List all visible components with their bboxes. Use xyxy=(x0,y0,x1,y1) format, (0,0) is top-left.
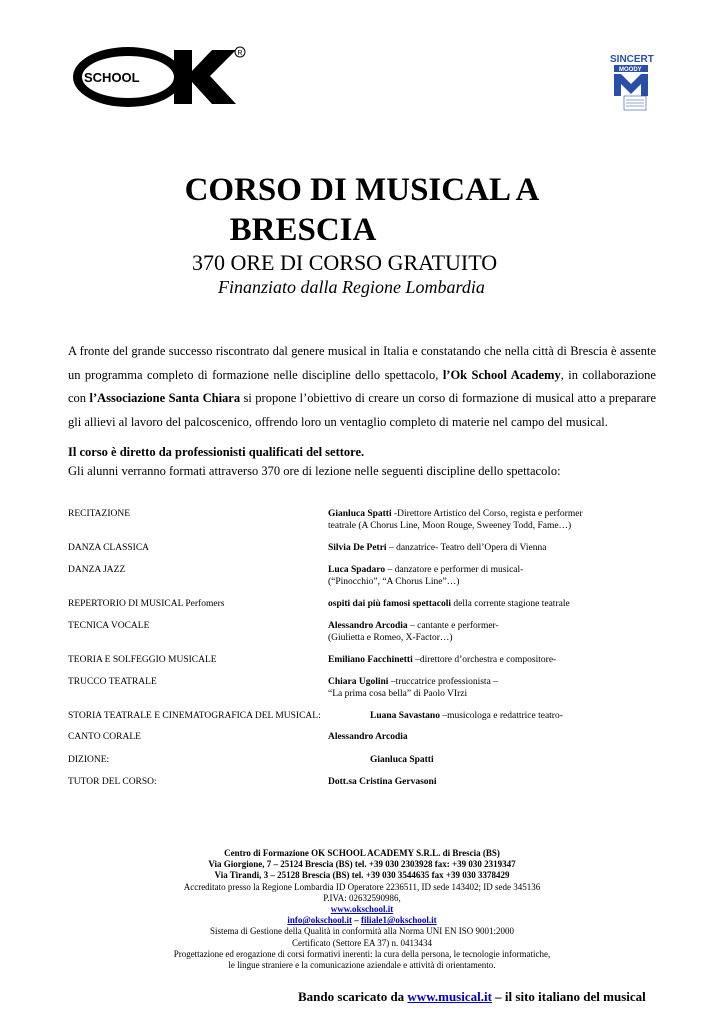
discipline-teacher: Gianluca Spatti -Direttore Artistico del Corso, regista e performer teatrale (A Chorus Line, Moon Rouge, Sweeney Todd, Fame…) xyxy=(328,509,583,531)
discipline-name: TECNICA VOCALE xyxy=(68,621,150,631)
discipline-teacher: Emiliano Facchinetti –direttore d’orchestra e compositore- xyxy=(328,655,557,665)
discipline-teacher: Gianluca Spatti xyxy=(370,755,434,765)
intro-paragraph xyxy=(68,340,656,434)
discipline-teacher: Dott.sa Cristina Gervasoni xyxy=(328,777,437,787)
footer-address-1: Via Giorgione, 7 – 25124 Brescia (BS) tel. +39 030 2303928 fax: +39 030 2319347 xyxy=(208,859,516,870)
intro-bold-1: l’Ok School Academy xyxy=(442,367,561,382)
discipline-teacher: ospiti dai più famosi spettacoli della corrente stagione teatrale xyxy=(328,599,570,609)
discipline-teacher: Chiara Ugolini –truccatrice professionista – “La prima cosa bella” di Paolo VIrzi xyxy=(328,677,498,699)
page-title xyxy=(0,170,724,250)
subtitle: 370 ORE DI CORSO GRATUITO xyxy=(192,250,498,275)
footer-quality: Sistema di Gestione della Qualità in conformità alla Norma UNI EN ISO 9001:2000 xyxy=(210,926,514,937)
discipline-name: TUTOR DEL CORSO: xyxy=(68,777,157,787)
intro-text-2: , in collaborazione con xyxy=(68,367,656,405)
lead-text: Gli alunni verranno formati attraverso 370 ore di lezione nelle seguenti discipline dello spettacolo: xyxy=(68,464,561,478)
discipline-teacher: Luca Spadaro – danzatore e performer di musical- (“Pinocchio”, “A Chorus Line”…) xyxy=(328,565,524,587)
discipline-name: DANZA JAZZ xyxy=(68,565,126,575)
musical-it-link[interactable]: www.musical.it xyxy=(407,989,492,1004)
discipline-name: CANTO CORALE xyxy=(68,732,141,742)
discipline-name: STORIA TEATRALE E CINEMATOGRAFICA DEL MUSICAL: xyxy=(68,711,321,721)
footer: Centro di Formazione OK SCHOOL ACADEMY S.R.L. di Brescia (BS) Via Giorgione, 7 – 25124 Brescia (BS) tel. +39 030 2303928 fax: +39 030 2319347 Via Tirandi, 3 – 25128 Brescia (BS) tel. +39 030 3544635 fax +39 030 3378429 Accreditato presso la Regione Lombardia ID Operatore 2236511, ID sede 143402; ID sede 345136 P.IVA: 02632590986, www.okschool.it info@okschool.it – filiale1@okschool.it Sistema di Gestione della Qualità in conformità alla Norma UNI EN ISO 9001:2000 Certificato (Settore EA 37) n. 0413434 Progettazione ed erogazione di corsi formativi inerenti: la cura della persona, le tecnologie informatiche, le lingue straniere e la comunicazione aziendale e attività di orientamento. xyxy=(0,848,724,971)
footer-accreditation: Accreditato presso la Regione Lombardia ID Operatore 2236511, ID sede 143402; ID sede 345136 xyxy=(183,881,541,892)
title-line-1: CORSO DI MUSICAL A xyxy=(184,172,540,208)
discipline-name: TRUCCO TEATRALE xyxy=(68,677,157,687)
discipline-teacher: Alessandro Arcodia – cantante e performer- (Giulietta e Romeo, X-Factor…) xyxy=(328,621,499,643)
discipline-name: REPERTORIO DI MUSICAL Perfomers xyxy=(68,599,225,609)
svg-text:SCHOOL: SCHOOL xyxy=(84,70,140,85)
discipline-name: RECITAZIONE xyxy=(68,509,131,519)
svg-text:SINCERT: SINCERT xyxy=(610,54,654,65)
financed-by: Finanziato dalla Regione Lombardia xyxy=(218,277,485,297)
footer-certificate: Certificato (Settore EA 37) n. 0413434 xyxy=(292,937,432,948)
discipline-name: TEORIA E SOLFEGGIO MUSICALE xyxy=(68,655,217,665)
svg-text:MOODY: MOODY xyxy=(619,67,642,73)
footer-vat: P.IVA: 02632590986, xyxy=(323,892,401,903)
discipline-teacher: Luana Savastano –musicologa e redattrice teatro- xyxy=(370,711,563,721)
intro-text-1: A fronte del grande successo riscontrato dal genere musical in Italia e constatando che nella città di Brescia è assente un programma completo di formazione nelle discipline dello spettacolo, xyxy=(68,344,656,382)
footer-company: Centro di Formazione OK SCHOOL ACADEMY S.R.L. di Brescia (BS) xyxy=(224,848,500,858)
footer-website-link[interactable]: www.okschool.it xyxy=(330,904,394,915)
intro-bold-2: l’Associazione Santa Chiara xyxy=(89,391,241,405)
footer-services-2: le lingue straniere e la comunicazione aziendale e attività di orientamento. xyxy=(228,960,496,971)
sincert-certification-logo xyxy=(608,52,654,112)
discipline-name: DIZIONE: xyxy=(68,755,110,765)
discipline-teacher: Alessandro Arcodia xyxy=(328,732,408,742)
title-line-2: BRESCIA xyxy=(229,212,377,248)
discipline-name: DANZA CLASSICA xyxy=(68,543,150,553)
footer-email-filiale-link[interactable]: filiale1@okschool.it xyxy=(361,915,437,926)
svg-text:R: R xyxy=(237,50,243,57)
footer-address-2: Via Tirandi, 3 – 25128 Brescia (BS) tel. +39 030 3544635 fax +39 030 3378429 xyxy=(214,870,510,881)
footer-services: Progettazione ed erogazione di corsi formativi inerenti: la cura della persona, le tecnologie informatiche, xyxy=(173,948,551,959)
download-note: Bando scaricato da www.musical.it – il sito italiano del musical xyxy=(298,989,646,1004)
ok-school-logo xyxy=(70,44,250,110)
lead-bold: Il corso è diretto da professionisti qualificati del settore. xyxy=(68,445,365,459)
discipline-teacher: Silvia De Petri – danzatrice- Teatro dell’Opera di Vienna xyxy=(328,543,547,553)
footer-email-info-link[interactable]: info@okschool.it xyxy=(287,915,352,926)
intro-text-3: si propone l’obiettivo di creare un corso di formazione di musical atto a preparare gli allievi al lavoro del palcoscenico, offrendo loro un ventaglio completo di materie nel campo del musical. xyxy=(68,391,656,429)
